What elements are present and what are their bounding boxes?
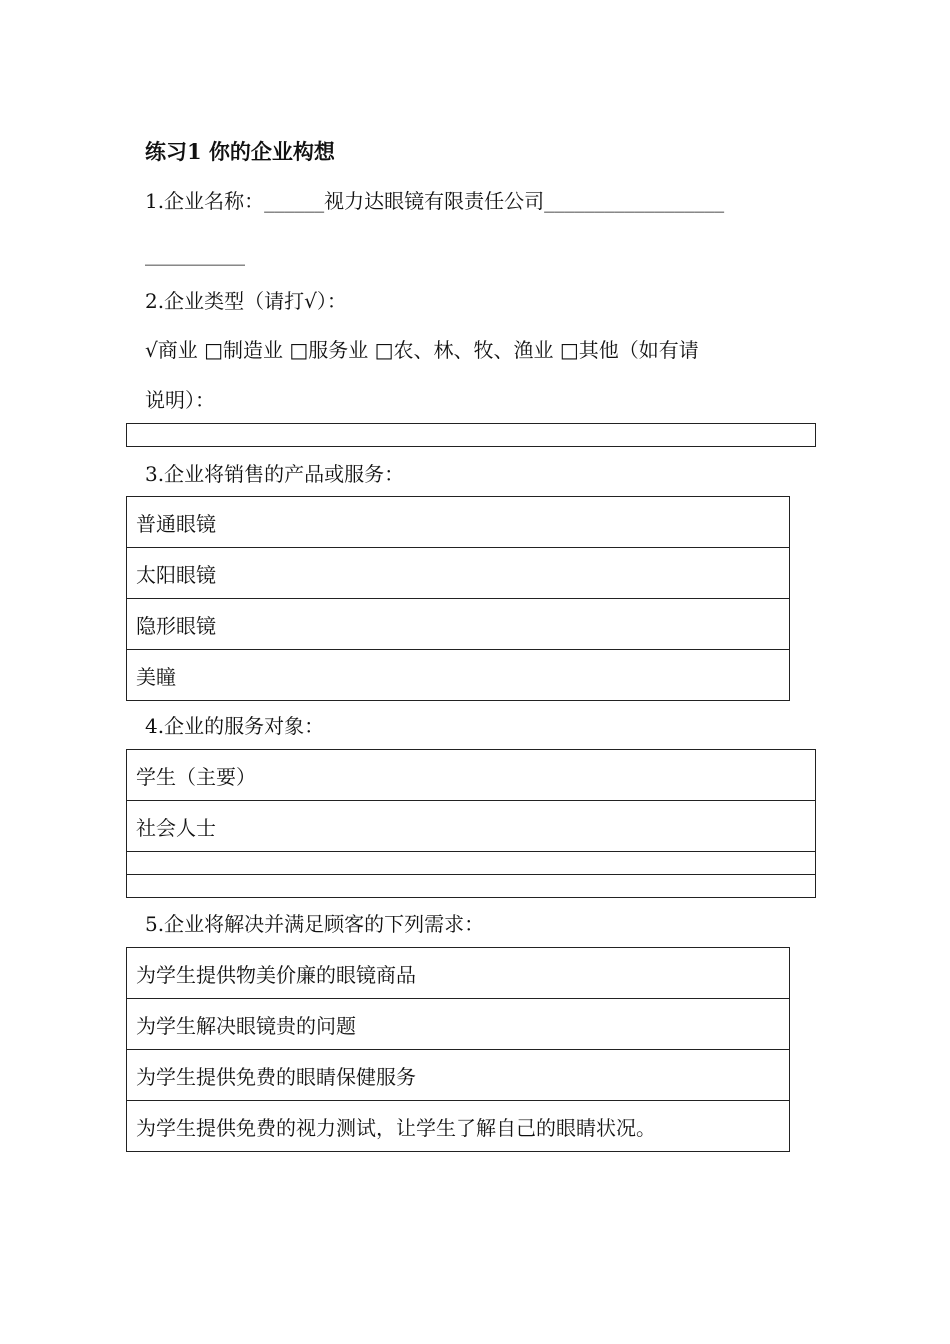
q3-row: 普通眼镜 <box>127 497 790 548</box>
q3-label: 3.企业将销售的产品或服务： <box>145 462 405 486</box>
q2-options-line1: √商业 □制造业 □服务业 □农、林、牧、渔业 □其他（如有请 <box>145 338 699 362</box>
q1-underline-after: __________________ <box>544 189 725 213</box>
q4-row: 学生（主要） <box>127 750 816 801</box>
company-name-value: 视力达眼镜有限责任公司 <box>324 189 545 213</box>
q3-row: 美瞳 <box>127 650 790 701</box>
q2-explain-box <box>126 423 816 447</box>
q4-row <box>127 875 816 898</box>
q5-row: 为学生提供物美价廉的眼镜商品 <box>127 948 790 999</box>
q4-row: 社会人士 <box>127 801 816 852</box>
q5-label: 5.企业将解决并满足顾客的下列需求： <box>145 912 485 936</box>
q4-label: 4.企业的服务对象： <box>145 714 325 738</box>
q5-row: 为学生提供免费的眼睛保健服务 <box>127 1050 790 1101</box>
q4-table <box>126 749 816 898</box>
page-title: 练习1 你的企业构想 <box>145 139 335 164</box>
q2-options-line2: 说明）： <box>145 388 215 412</box>
q3-row: 太阳眼镜 <box>127 548 790 599</box>
q1-underline-before: ______ <box>264 189 325 213</box>
q3-row: 隐形眼镜 <box>127 599 790 650</box>
q1-label: 1.企业名称： <box>145 189 265 213</box>
q2-label: 2.企业类型（请打√）： <box>145 289 347 313</box>
q3-table <box>126 496 790 701</box>
q1-underline-wrap: __________ <box>145 242 245 266</box>
q5-row: 为学生解决眼镜贵的问题 <box>127 999 790 1050</box>
q5-row: 为学生提供免费的视力测试，让学生了解自己的眼睛状况。 <box>127 1101 790 1152</box>
q4-row <box>127 852 816 875</box>
q1-line <box>145 187 724 215</box>
q5-table <box>126 947 790 1152</box>
